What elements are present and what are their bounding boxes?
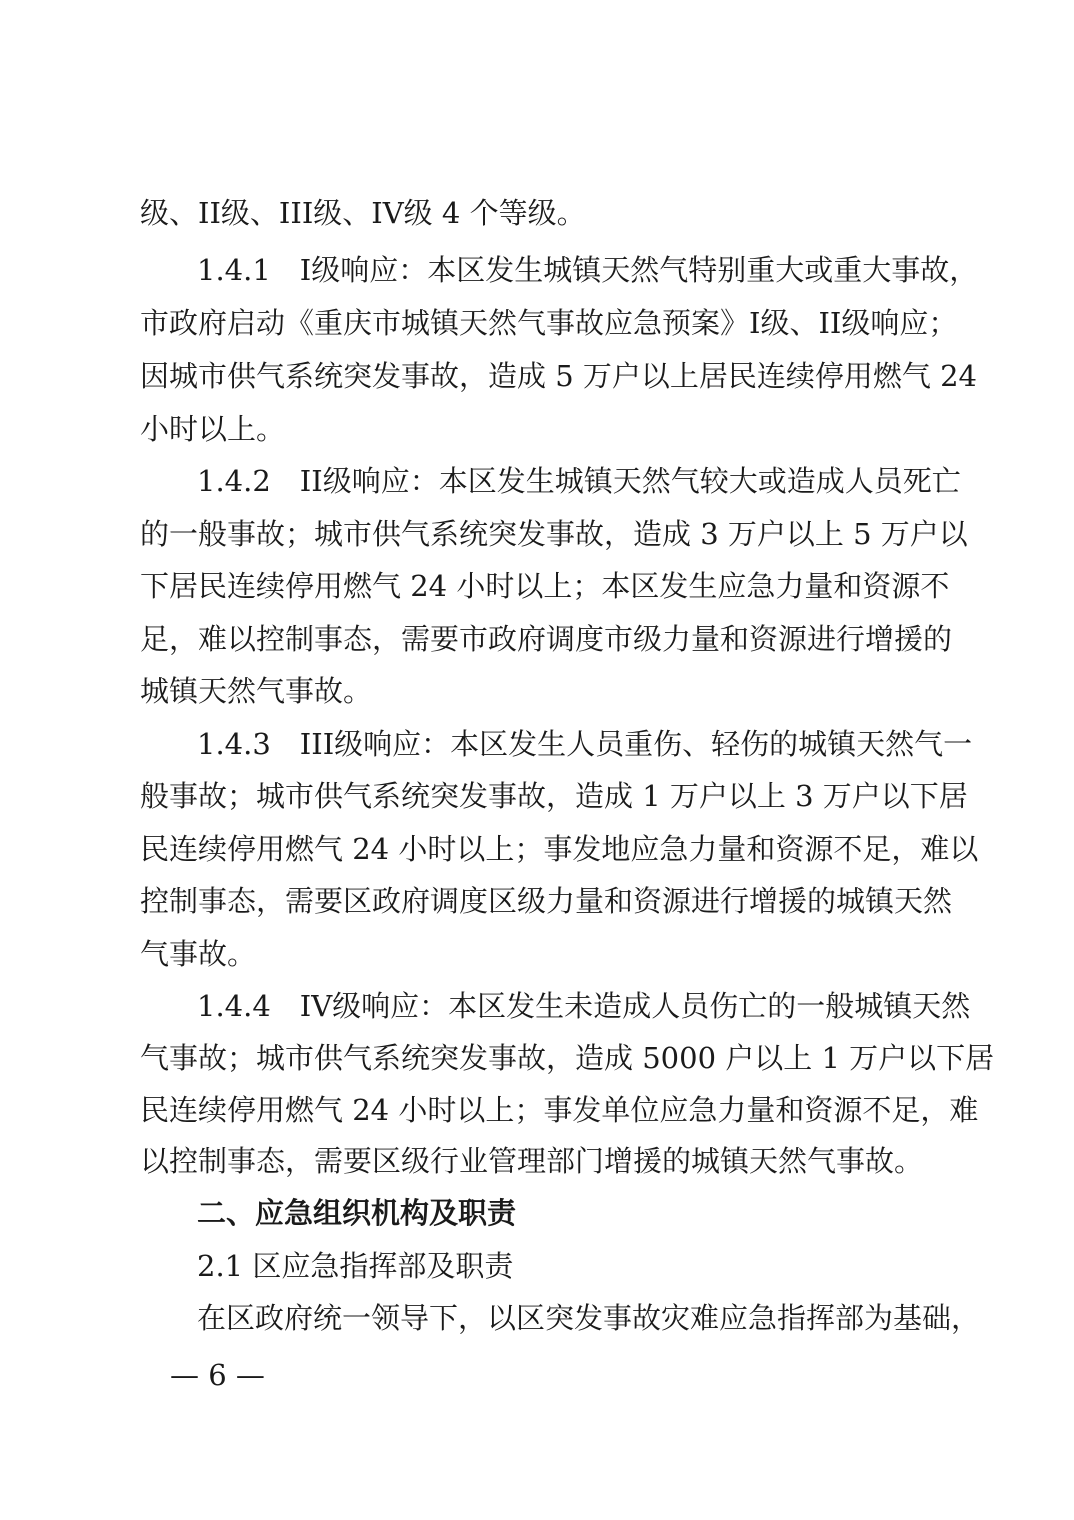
page-number: — 6 — [170, 1358, 265, 1392]
text-line: 下居民连续停用燃气 24 小时以上；本区发生应急力量和资源不 [140, 569, 950, 603]
text-line: 级、II级、III级、IV级 4 个等级。 [140, 196, 586, 230]
text-line: 因城市供气系统突发事故，造成 5 万户以上居民连续停用燃气 24 [140, 359, 978, 393]
text-line: 小时以上。 [140, 412, 286, 446]
text-line: 民连续停用燃气 24 小时以上；事发单位应急力量和资源不足，难 [140, 1093, 979, 1127]
text-line: 在区政府统一领导下，以区突发事故灾难应急指挥部为基础， [197, 1301, 981, 1335]
text-line: 的一般事故；城市供气系统突发事故，造成 3 万户以上 5 万户以 [140, 517, 968, 551]
text-line: 1.4.3 III级响应：本区发生人员重伤、轻伤的城镇天然气一 [197, 727, 973, 761]
subsection-heading: 2.1 区应急指挥部及职责 [197, 1249, 514, 1283]
text-line: 气事故；城市供气系统突发事故，造成 5000 户以上 1 万户以下居 [140, 1041, 995, 1075]
text-line: 民连续停用燃气 24 小时以上；事发地应急力量和资源不足，难以 [140, 832, 979, 866]
text-line: 市政府启动《重庆市城镇天然气事故应急预案》I级、II级响应； [140, 306, 958, 340]
text-line: 城镇天然气事故。 [140, 674, 373, 708]
text-line: 以控制事态，需要区级行业管理部门增援的城镇天然气事故。 [140, 1144, 924, 1178]
text-line: 足，难以控制事态，需要市政府调度市级力量和资源进行增援的 [140, 622, 953, 656]
section-heading: 二、应急组织机构及职责 [197, 1196, 517, 1230]
text-line: 1.4.1 I级响应：本区发生城镇天然气特别重大或重大事故， [197, 253, 979, 287]
text-line: 气事故。 [140, 937, 257, 971]
text-line: 般事故；城市供气系统突发事故，造成 1 万户以上 3 万户以下居 [140, 779, 968, 813]
text-line: 1.4.4 IV级响应：本区发生未造成人员伤亡的一般城镇天然 [197, 989, 971, 1023]
text-line: 1.4.2 II级响应：本区发生城镇天然气较大或造成人员死亡 [197, 464, 961, 498]
text-line: 控制事态，需要区政府调度区级力量和资源进行增援的城镇天然 [140, 884, 953, 918]
